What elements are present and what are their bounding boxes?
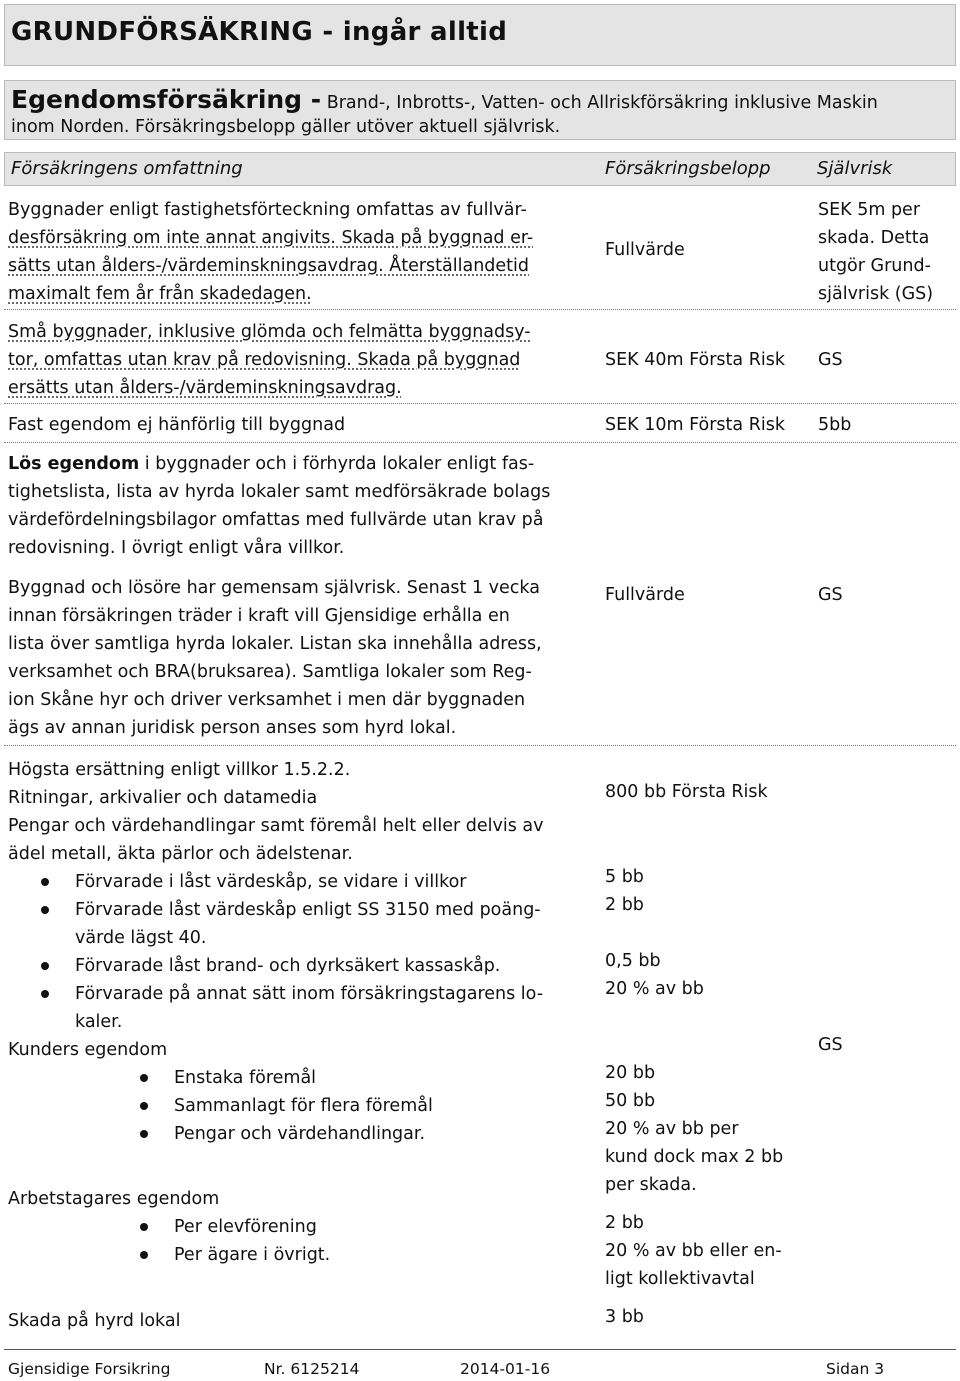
bullet-item-4: Förvarade på annat sätt inom försäkringstagarens lo- bbox=[75, 984, 544, 1004]
amount-bullet-3: 0,5 bb bbox=[605, 951, 661, 971]
movables-line-3: värdefördelningsbilagor omfattas med fullvärde utan krav på bbox=[8, 510, 544, 530]
customers-item-1: Enstaka föremål bbox=[174, 1068, 317, 1088]
real-estate-line: Fast egendom ej hänförlig till byggnad bbox=[8, 415, 346, 435]
movables-deductible: GS bbox=[818, 585, 843, 605]
row-divider bbox=[4, 745, 956, 746]
amount-customers-3b: kund dock max 2 bb bbox=[605, 1147, 784, 1167]
bullet-item-2-cont: värde lägst 40. bbox=[75, 928, 207, 948]
footer-number: Nr. 6125214 bbox=[264, 1360, 360, 1378]
movables-amount: Fullvärde bbox=[605, 585, 685, 605]
buildings-amount: Fullvärde bbox=[605, 240, 685, 260]
header-deductible: Självrisk bbox=[817, 158, 893, 179]
real-estate-amount: SEK 10m Första Risk bbox=[605, 415, 785, 435]
max-line-3: Pengar och värdehandlingar samt föremål helt eller delvis av bbox=[8, 816, 544, 836]
small-buildings-line-1: Små byggnader, inklusive glömda och felmätta byggnadsy- bbox=[8, 322, 531, 342]
bullet-item-3: Förvarade låst brand- och dyrksäkert kassaskåp. bbox=[75, 956, 501, 976]
footer-date: 2014-01-16 bbox=[460, 1360, 551, 1378]
small-buildings-line-2: tor, omfattas utan krav på redovisning. Skada på byggnad bbox=[8, 350, 521, 370]
amount-bullet-2: 2 bb bbox=[605, 895, 644, 915]
header-scope: Försäkringens omfattning bbox=[11, 158, 243, 179]
bullet-item-1: Förvarade i låst värdeskåp, se vidare i villkor bbox=[75, 872, 467, 892]
intro-heading: Egendomsförsäkring - bbox=[11, 85, 322, 114]
buildings-line-3: sätts utan ålders-/värdeminskningsavdrag. Återställandetid bbox=[8, 256, 530, 276]
bullet-dot bbox=[140, 1074, 148, 1082]
amount-employees-2a: 20 % av bb eller en- bbox=[605, 1241, 782, 1261]
intro-line-1 bbox=[11, 85, 878, 114]
bullet-dot bbox=[41, 962, 49, 970]
amount-customers-3a: 20 % av bb per bbox=[605, 1119, 739, 1139]
table-header bbox=[4, 152, 956, 186]
bullet-dot bbox=[41, 990, 49, 998]
movables-line-10: ägs av annan juridisk person anses som hyrd lokal. bbox=[8, 718, 457, 738]
movables-line-1-rest: i byggnader och i förhyrda lokaler enligt fas- bbox=[139, 454, 535, 474]
bullet-item-4-cont: kaler. bbox=[75, 1012, 123, 1032]
amount-customers-1: 20 bb bbox=[605, 1063, 656, 1083]
amount-hired: 3 bb bbox=[605, 1307, 644, 1327]
amount-customers-3c: per skada. bbox=[605, 1175, 697, 1195]
amount-employees-1: 2 bb bbox=[605, 1213, 644, 1233]
hired-premises: Skada på hyrd lokal bbox=[8, 1311, 181, 1331]
max-line-1: Högsta ersättning enligt villkor 1.5.2.2. bbox=[8, 760, 351, 780]
movables-line-4: redovisning. I övrigt enligt våra villkor. bbox=[8, 538, 345, 558]
buildings-line-4: maximalt fem år från skadedagen. bbox=[8, 284, 312, 304]
max-deductible: GS bbox=[818, 1035, 843, 1055]
movables-line-1 bbox=[8, 450, 534, 478]
movables-line-9: ion Skåne hyr och driver verksamhet i men där byggnaden bbox=[8, 690, 526, 710]
buildings-deductible-2: skada. Detta bbox=[818, 228, 930, 248]
movables-line-6: innan försäkringen träder i kraft vill Gjensidige erhålla en bbox=[8, 606, 510, 626]
intro-banner bbox=[4, 80, 956, 140]
buildings-line-1: Byggnader enligt fastighetsförteckning omfattas av fullvär- bbox=[8, 200, 527, 220]
real-estate-deductible: 5bb bbox=[818, 415, 852, 435]
bullet-dot bbox=[41, 878, 49, 886]
buildings-line-2: desförsäkring om inte annat angivits. Skada på byggnad er- bbox=[8, 228, 534, 248]
amount-customers-2: 50 bb bbox=[605, 1091, 656, 1111]
movables-line-8: verksamhet och BRA(bruksarea). Samtliga lokaler som Reg- bbox=[8, 662, 532, 682]
customers-property: Kunders egendom bbox=[8, 1040, 168, 1060]
row-divider bbox=[4, 309, 956, 310]
footer-company: Gjensidige Forsikring bbox=[8, 1360, 171, 1378]
movables-bold: Lös egendom bbox=[8, 454, 140, 474]
amount-employees-2b: ligt kollektivavtal bbox=[605, 1269, 755, 1289]
employees-item-1: Per elevförening bbox=[174, 1217, 317, 1237]
movables-line-2: tighetslista, lista av hyrda lokaler samt medförsäkrade bolags bbox=[8, 482, 551, 502]
bullet-dot bbox=[41, 906, 49, 914]
bullet-dot bbox=[140, 1102, 148, 1110]
row-divider bbox=[4, 403, 956, 404]
amount-drawings: 800 bb Första Risk bbox=[605, 782, 768, 802]
title-banner bbox=[4, 4, 956, 66]
customers-item-3: Pengar och värdehandlingar. bbox=[174, 1124, 426, 1144]
employees-property: Arbetstagares egendom bbox=[8, 1189, 220, 1209]
movables-line-5: Byggnad och lösöre har gemensam självrisk. Senast 1 vecka bbox=[8, 578, 540, 598]
footer-rule bbox=[4, 1349, 956, 1350]
buildings-deductible-1: SEK 5m per bbox=[818, 200, 921, 220]
amount-bullet-4: 20 % av bb bbox=[605, 979, 704, 999]
employees-item-2: Per ägare i övrigt. bbox=[174, 1245, 331, 1265]
buildings-deductible-4: självrisk (GS) bbox=[818, 284, 934, 304]
small-buildings-deductible: GS bbox=[818, 350, 843, 370]
bullet-item-2: Förvarade låst värdeskåp enligt SS 3150 med poäng- bbox=[75, 900, 541, 920]
movables-line-7: lista över samtliga hyrda lokaler. Listan ska innehålla adress, bbox=[8, 634, 542, 654]
max-line-2: Ritningar, arkivalier och datamedia bbox=[8, 788, 318, 808]
amount-bullet-1: 5 bb bbox=[605, 867, 644, 887]
small-buildings-line-3: ersätts utan ålders-/värdeminskningsavdrag. bbox=[8, 378, 402, 398]
max-line-4: ädel metall, äkta pärlor och ädelstenar. bbox=[8, 844, 353, 864]
header-amount: Försäkringsbelopp bbox=[605, 158, 771, 179]
footer-page: Sidan 3 bbox=[826, 1360, 885, 1378]
intro-line-2: inom Norden. Försäkringsbelopp gäller utöver aktuell självrisk. bbox=[11, 117, 561, 137]
intro-line-1-text: Brand-, Inbrotts-, Vatten- och Allriskförsäkring inklusive Maskin bbox=[326, 93, 878, 113]
small-buildings-amount: SEK 40m Första Risk bbox=[605, 350, 785, 370]
buildings-deductible-3: utgör Grund- bbox=[818, 256, 931, 276]
customers-item-2: Sammanlagt för flera föremål bbox=[174, 1096, 433, 1116]
page-title: GRUNDFÖRSÄKRING - ingår alltid bbox=[11, 17, 508, 47]
bullet-dot bbox=[140, 1251, 148, 1259]
bullet-dot bbox=[140, 1130, 148, 1138]
row-divider bbox=[4, 442, 956, 443]
bullet-dot bbox=[140, 1223, 148, 1231]
